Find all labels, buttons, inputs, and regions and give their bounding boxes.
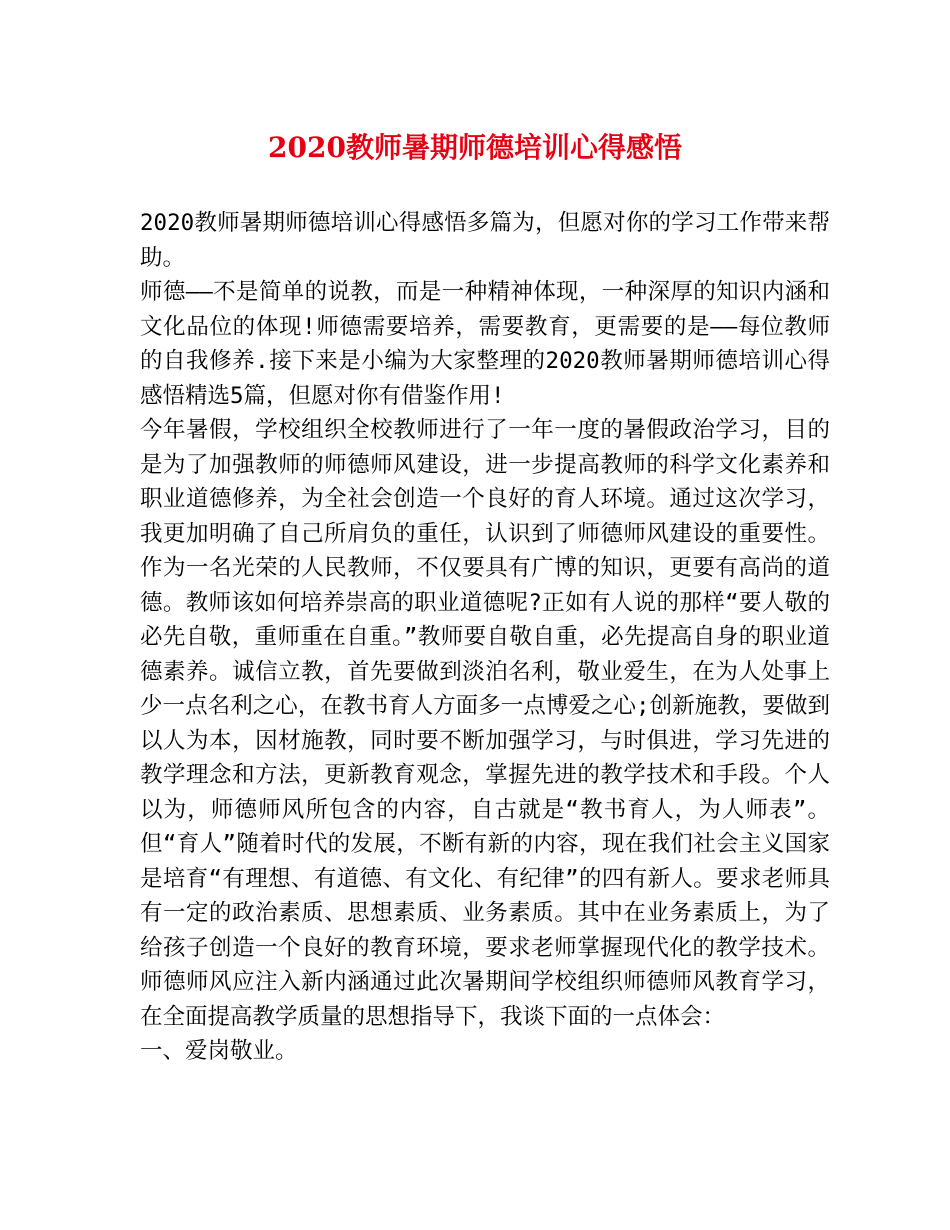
main-paragraph: 今年暑假，学校组织全校教师进行了一年一度的暑假政治学习，目的是为了加强教师的师德师风建设，进一步提高教师的科学文化素养和职业道德修养，为全社会创造一个良好的育人环境。通过这次学习，我更加明确了自己所肩负的重任，认识到了师德师风建设的重要性。作为一名光荣的人民教师，不仅要具有广博的知识，更要有高尚的道德。教师该如何培养崇高的职业道德呢?正如有人说的那样“要人敬的必先自敬，重师重在自重。”教师要自敬自重，必先提高自身的职业道德素养。诚信立教，首先要做到淡泊名利，敬业爱生，在为人处事上少一点名利之心，在教书育人方面多一点博爱之心;创新施教，要做到以人为本，因材施教，同时要不断加强学习，与时俱进，学习先进的教学理念和方法，更新教育观念，掌握先进的教学技术和手段。个人以为，师德师风所包含的内容，自古就是“教书育人，为人师表”。但“育人”随着时代的发展，不断有新的内容，现在我们社会主义国家是培育“有理想、有道德、有文化、有纪律”的四有新人。要求老师具有一定的政治素质、思想素质、业务素质。其中在业务素质上，为了给孩子创造一个良好的教育环境，要求老师掌握现代化的教学技术。师德师风应注入新内涵通过此次暑期间学校组织师德师风教育学习，在全面提高教学质量的思想指导下，我谈下面的一点体会： [140,417,830,1030]
document-body [140,206,830,1069]
document-title: 2020教师暑期师德培训心得感悟 [268,131,682,164]
preface-paragraph: 师德——不是简单的说教，而是一种精神体现，一种深厚的知识内涵和文化品位的体现!师德需要培养，需要教育，更需要的是——每位教师的自我修养.接下来是小编为大家整理的2020教师暑期师德培训心得感悟精选5篇，但愿对你有借鉴作用! [140,279,830,409]
intro-paragraph: 2020教师暑期师德培训心得感悟多篇为，但愿对你的学习工作带来帮助。 [140,210,830,271]
section-heading: 一、爱岗敬业。 [140,1038,298,1064]
